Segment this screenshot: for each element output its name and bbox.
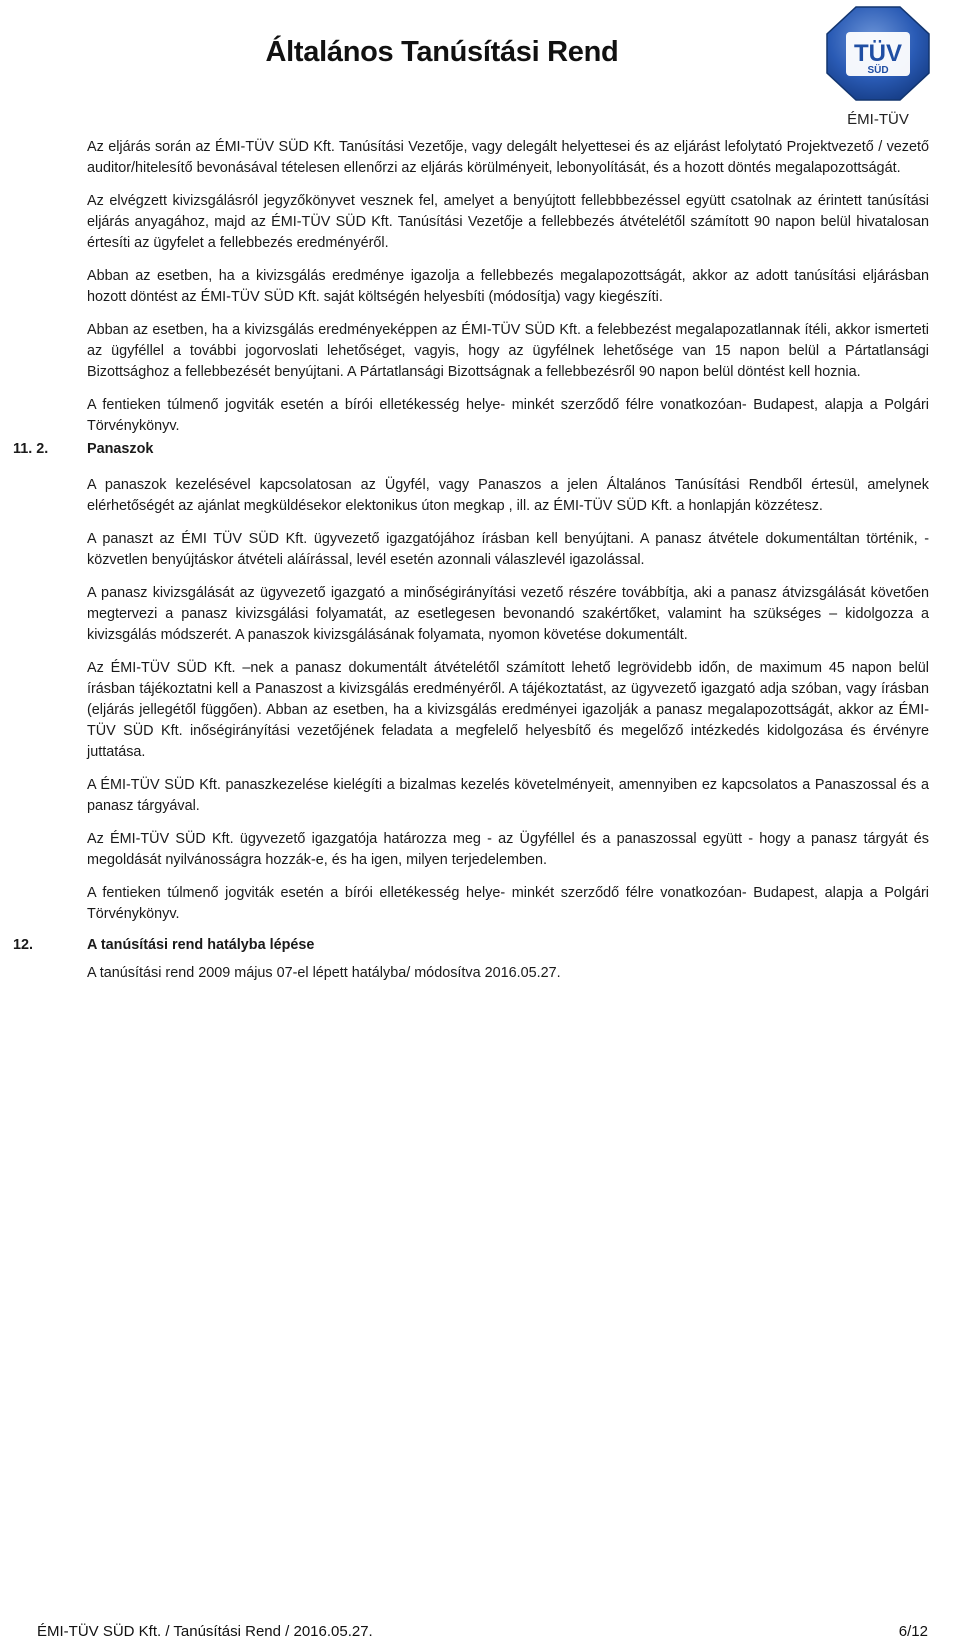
paragraph: Az ÉMI-TÜV SÜD Kft. ügyvezető igazgatója határozza meg - az Ügyféllel és a panaszossal együtt - hogy a panasz tárgyát és megoldását nyilvánosságra hozzák-e, és ha igen, milyen terjedelemben. — [87, 831, 929, 868]
paragraph: A ÉMI-TÜV SÜD Kft. panaszkezelése kielégíti a bizalmas kezelés követelményeit, amennyiben ez kapcsolatos a Panaszossal és a panasz tárgyával. — [87, 777, 929, 814]
page-number: 6/12 — [898, 1623, 928, 1640]
section-heading-12 — [0, 937, 960, 959]
section-title: Panaszok — [87, 441, 154, 457]
paragraph: A tanúsítási rend 2009 május 07-el lépett hatályba/ módosítva 2016.05.27. — [87, 965, 561, 981]
paragraph: A panaszt az ÉMI TÜV SÜD Kft. ügyvezető igazgatójához írásban kell benyújtani. A panasz átvétele dokumentáltan történik, - közvetlen benyújtáskor átvételi aláírással, levél esetén azonnali válaszlevél igazolással. — [87, 531, 929, 568]
section-heading-11-2 — [0, 441, 960, 463]
paragraph: Abban az esetben, ha a kivizsgálás eredménye igazolja a fellebbezés megalapozottságát, akkor az adott tanúsítási eljárásban hozott döntést az ÉMI-TÜV SÜD Kft. saját költségén helyesbíti (módosítja) vagy kiegészíti. — [87, 268, 929, 305]
section-number: 12. — [13, 937, 34, 953]
paragraph: Abban az esetben, ha a kivizsgálás eredményeképpen az ÉMI-TÜV SÜD Kft. a felebbezést megalapozatlannak ítéli, akkor ismerteti az ügyféllel a további jogorvoslati lehetőséget, vagyis, hogy az ügyfélnek lehetősége van 15 napon belül a Pártatlansági Bizottsághoz a fellebbezését benyújtani. A Pártatlansági Bizottságnak a fellebbezésről 90 napon belül döntést kell hoznia. — [87, 322, 929, 380]
paragraph: Az ÉMI-TÜV SÜD Kft. –nek a panasz dokumentált átvételétől számított lehető legrövidebb időn, de maximum 45 napon belül írásban tájékoztatni kell a Panaszost a kivizsgálás eredményéről. A tájékoztatást, az ügyvezető igazgató adja szóban, vagy írásban (eljárás jellegétől függően). Abban az esetben, ha a kivizsgálás eredményei igazolják a panasz megalapozottságát, akkor az ÉMI-TÜV SÜD Kft. inőségirányítási vezetőjének feladata a megfelelő helyesbítő és megelőző intézkedés kidolgozása és érvényre juttatása. — [87, 660, 929, 760]
document-title: Általános Tanúsítási Rend — [265, 36, 619, 68]
section-number: 11. 2. — [13, 441, 49, 457]
paragraph: Az eljárás során az ÉMI-TÜV SÜD Kft. Tanúsítási Vezetője, vagy delegált helyettesei és az eljárást lefolytató Projektvezető / vezető auditor/hitelesítő bevonásával tételesen ellenőrzi az eljárás körülményeit, lebonyolítását, és a hozott döntés megalapozottságát. — [87, 139, 929, 176]
paragraph: A fentieken túlmenő jogviták esetén a bírói elletékesség helye- minkét szerződő félre vonatkozóan- Budapest, alapja a Polgári Törvénykönyv. — [87, 885, 929, 922]
paragraph: A panasz kivizsgálását az ügyvezető igazgató a minőségirányítási vezető részére továbbítja, aki a panasz átvizsgálását követően megtervezi a panasz kivizsgálási folyamatát, az esetlegesen bevonandó szakértőket, valamint ha szükséges – kidolgozza a kivizsgálás módszerét. A panaszok kivizsgálásának folyamata, nyomon követése dokumentált. — [87, 585, 929, 643]
paragraph: Az elvégzett kivizsgálásról jegyzőkönyvet vesznek fel, amelyet a benyújtott fellebbbezéssel együtt csatolnak az érintett tanúsítási eljárás anyagához, majd az ÉMI-TÜV SÜD Kft. Tanúsítási Vezetője a fellebbezés átvételétől számított 90 napon belül hivatalosan értesíti az ügyfelet a fellebbezés eredményéről. — [87, 193, 929, 251]
footer-text: ÉMI-TÜV SÜD Kft. / Tanúsítási Rend / 2016.05.27. — [37, 1623, 373, 1640]
section-title: A tanúsítási rend hatályba lépése — [87, 937, 315, 953]
logo-subtext: SÜD — [867, 65, 889, 76]
logo-caption: ÉMI-TÜV — [847, 111, 909, 128]
logo-text: TÜV — [854, 40, 902, 67]
paragraph: A fentieken túlmenő jogviták esetén a bírói elletékesség helye- minkét szerződő félre vonatkozóan- Budapest, alapja a Polgári Törvénykönyv. — [87, 397, 929, 434]
paragraph: A panaszok kezelésével kapcsolatosan az Ügyfél, vagy Panaszos a jelen Általános Tanúsítási Rendből értesül, amelynek elérhetőségét az ajánlat megküldésekor elektonikus úton megkap , ill. az ÉMI-TÜV SÜD Kft. a honlapján közzétesz. — [87, 477, 929, 514]
document-body — [0, 137, 960, 996]
tuv-sud-logo — [826, 6, 930, 101]
